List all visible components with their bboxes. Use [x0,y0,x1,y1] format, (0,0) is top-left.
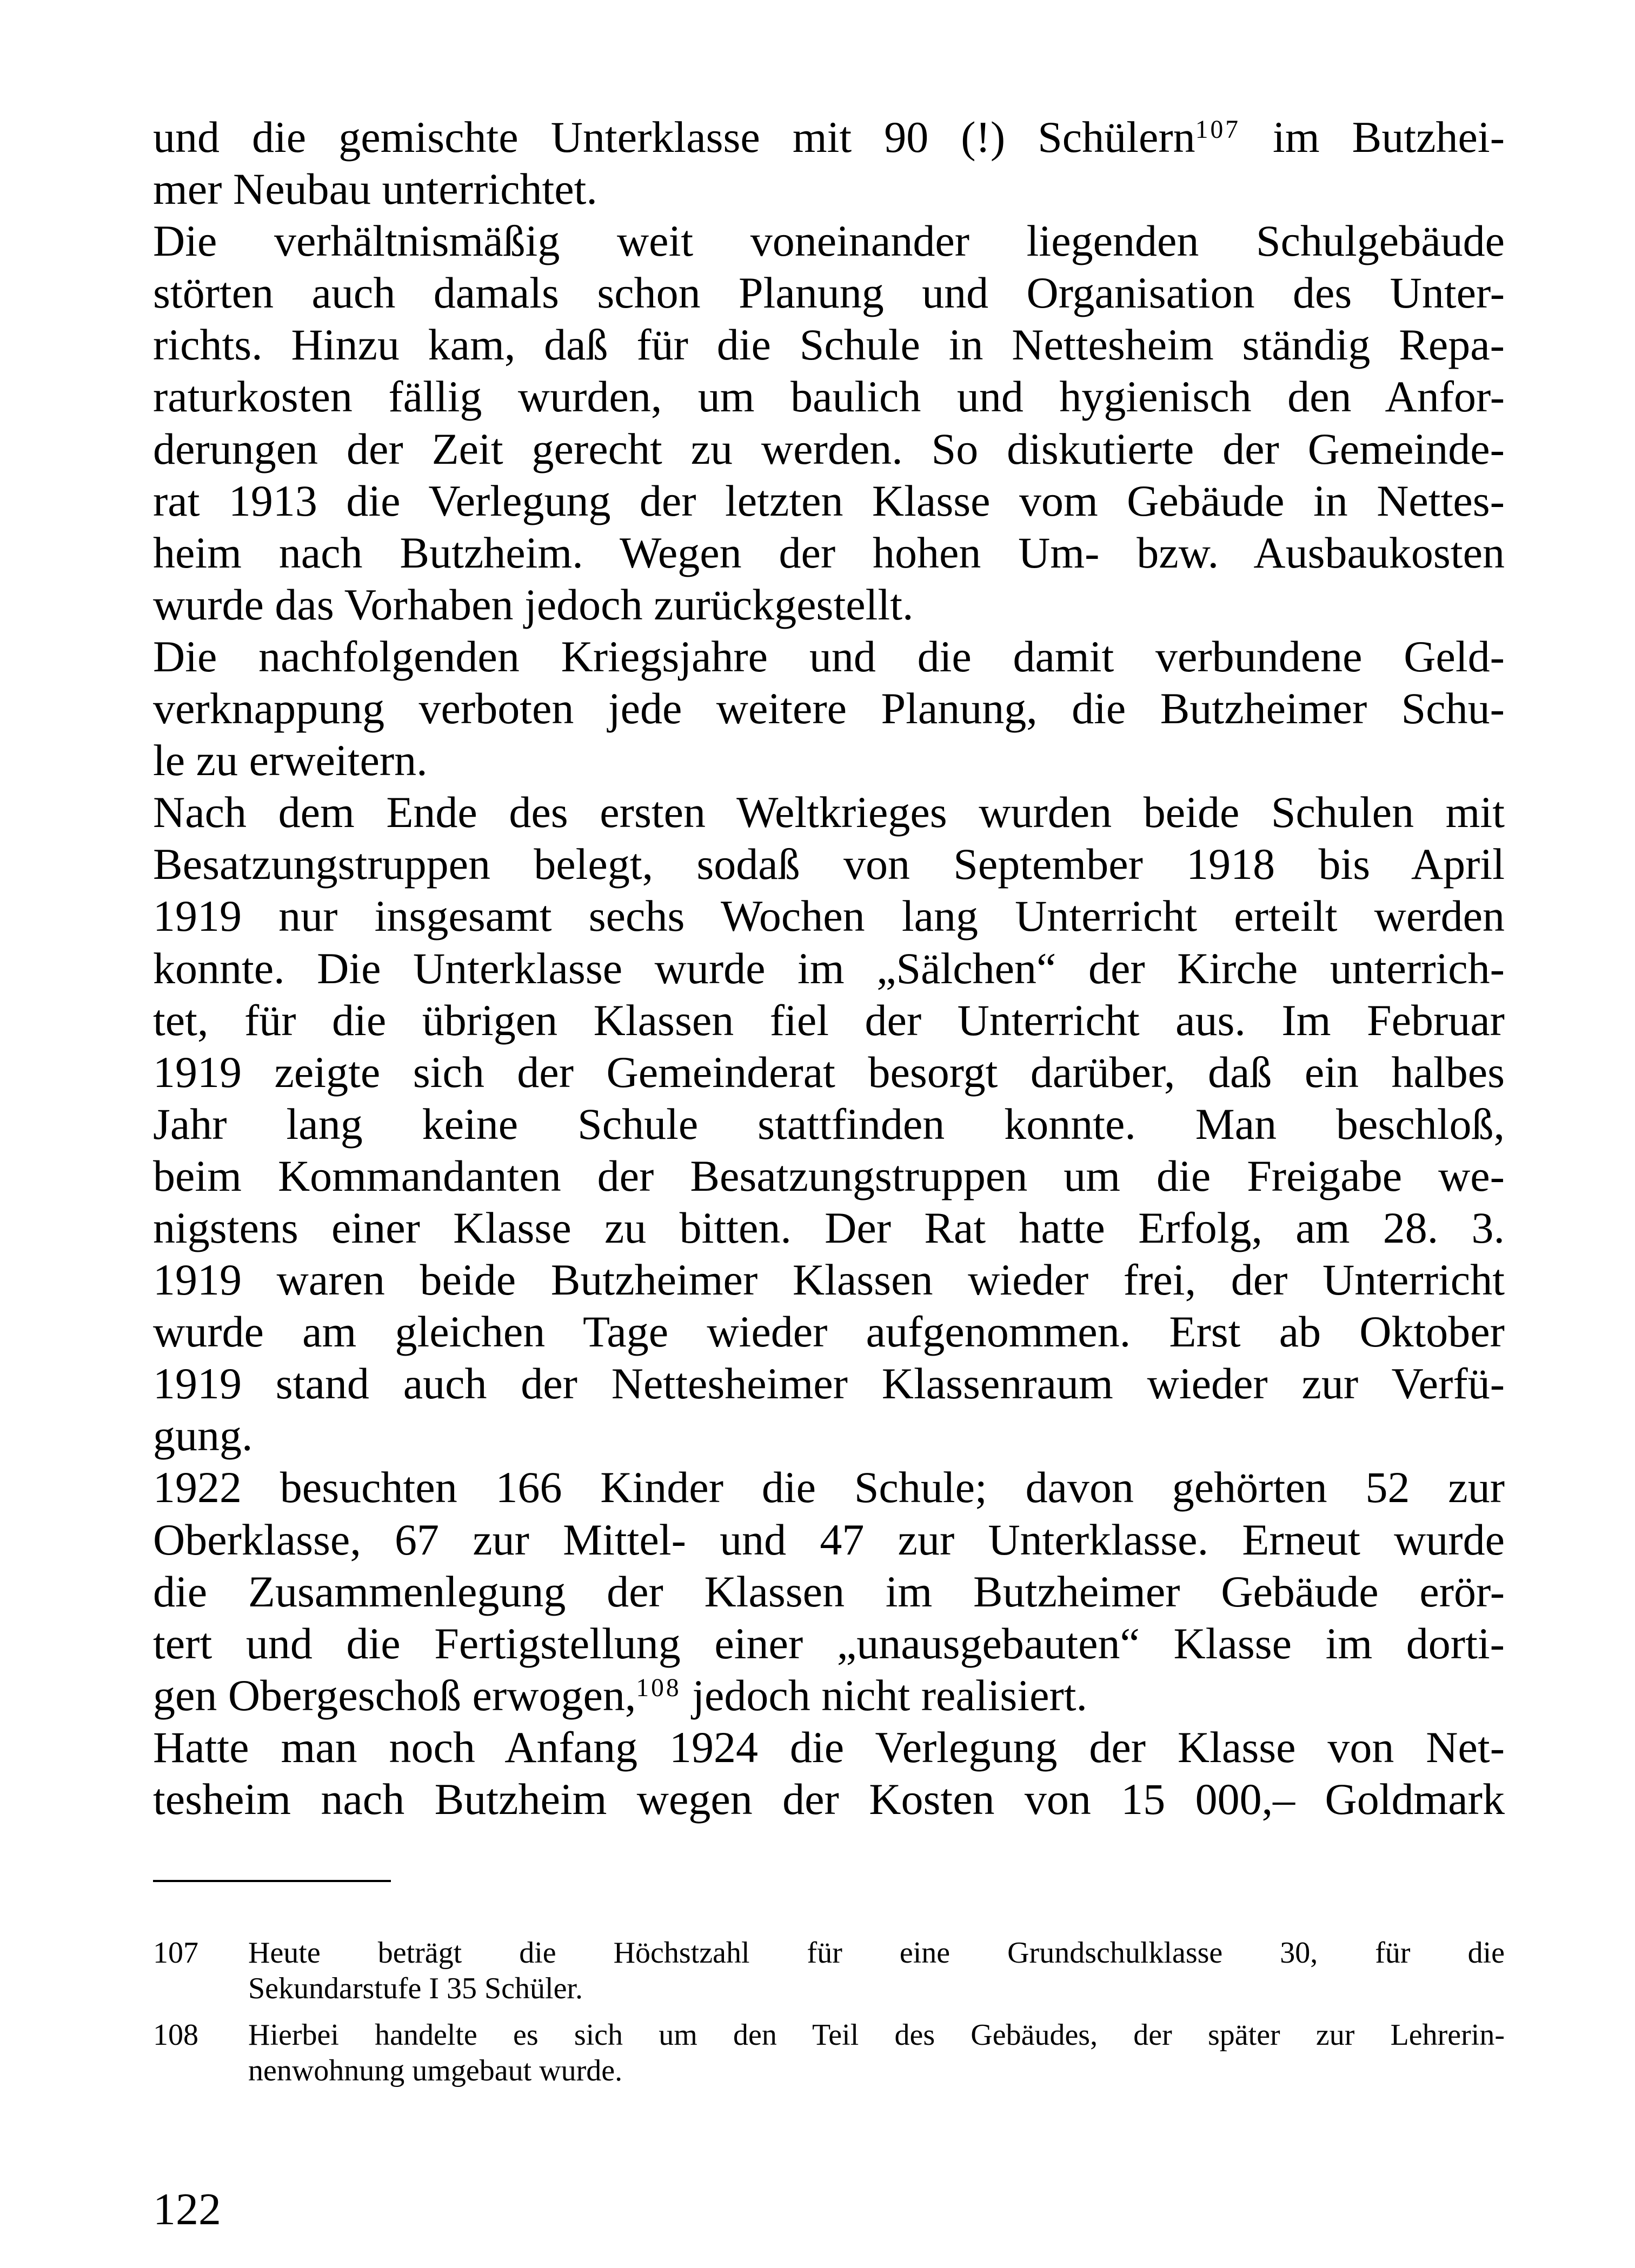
text-segment: 1919 waren beide Butzheimer Klassen wieder frei, der Unterricht [153,1255,1505,1305]
text-segment: rat 1913 die Verlegung der letzten Klasse vom Gebäude in Nettes- [153,476,1505,525]
body-text [153,111,1505,1825]
text-segment: Hatte man noch Anfang 1924 die Verlegung der Klasse von Net- [153,1722,1505,1772]
text-line [153,111,1505,163]
text-line [153,1410,1505,1462]
text-line [153,1358,1505,1410]
text-segment: tet, für die übrigen Klassen fiel der Unterricht aus. Im Februar [153,995,1505,1045]
text-segment: raturkosten fällig wurden, um baulich und hygienisch den Anfor- [153,372,1505,422]
text-line [153,1722,1505,1773]
text-segment: 1919 stand auch der Nettesheimer Klassenraum wieder zur Verfü- [153,1359,1505,1409]
text-segment: Nach dem Ende des ersten Weltkrieges wurden beide Schulen mit [153,788,1505,837]
text-line [153,1254,1505,1306]
footnote [153,2017,1505,2089]
text-line [153,943,1505,995]
text-segment: Die nachfolgenden Kriegsjahre und die damit verbundene Geld- [153,631,1505,681]
text-line [153,163,1505,215]
text-line [153,319,1505,371]
footnote-line: Hierbei handelte es sich um den Teil des Gebäudes, der später zur Lehrerin- [248,2018,1505,2052]
text-segment: wurde am gleichen Tage wieder aufgenommen. Erst ab Oktober [153,1307,1505,1357]
text-line [153,1670,1505,1722]
text-segment: mer Neubau unterrichtet. [153,164,597,214]
text-segment: jedoch nicht realisiert. [681,1670,1088,1720]
footnote-line: nenwohnung umgebaut wurde. [248,2054,623,2087]
text-segment: verknappung verboten jede weitere Planung, die Butzheimer Schu- [153,684,1505,733]
text-segment: beim Kommandanten der Besatzungstruppen um die Freigabe we- [153,1151,1505,1200]
footnote-line: Sekundarstufe I 35 Schüler. [248,1972,583,2005]
text-line [153,1306,1505,1358]
footnotes [153,1935,1505,2099]
text-segment: le zu erweitern. [153,736,428,785]
text-line [153,890,1505,942]
text-line [153,1618,1505,1670]
text-segment: im Butzhei- [1240,112,1505,162]
text-line [153,579,1505,631]
text-line [153,1566,1505,1618]
text-line [153,527,1505,579]
text-segment: 1922 besuchten 166 Kinder die Schule; davon gehörten 52 zur [153,1463,1505,1512]
text-segment: 1919 zeigte sich der Gemeinderat besorgt darüber, daß ein halbes [153,1047,1505,1097]
text-segment: heim nach Butzheim. Wegen der hohen Um- bzw. Ausbaukosten [153,528,1505,577]
text-line [153,267,1505,319]
text-segment: nigstens einer Klasse zu bitten. Der Rat hatte Erfolg, am 28. 3. [153,1203,1505,1252]
page-number: 122 [153,2184,221,2234]
footnote-number: 107 [153,1936,198,1970]
text-line [153,786,1505,838]
text-segment: Jahr lang keine Schule stattfinden konnte. Man beschloß, [153,1099,1505,1149]
text-line [153,371,1505,423]
footnote-text [248,2017,1505,2089]
text-segment: richts. Hinzu kam, daß für die Schule in Nettesheim ständig Repa- [153,320,1505,370]
text-segment: Die verhältnismäßig weit voneinander liegenden Schulgebäude [153,216,1505,266]
text-segment: gung. [153,1411,253,1460]
text-segment: Besatzungstruppen belegt, sodaß von September 1918 bis April [153,839,1505,889]
text-segment: gen Obergeschoß erwogen, [153,1670,636,1720]
text-segment: störten auch damals schon Planung und Organisation des Unter- [153,268,1505,318]
text-segment: 1919 nur insgesamt sechs Wochen lang Unterricht erteilt werden [153,891,1505,941]
text-segment: derungen der Zeit gerecht zu werden. So diskutierte der Gemeinde- [153,424,1505,473]
text-line [153,683,1505,735]
text-segment: konnte. Die Unterklasse wurde im „Sälchen“ der Kirche unterrich- [153,943,1505,993]
text-segment: Oberklasse, 67 zur Mittel- und 47 zur Unterklasse. Erneut wurde [153,1515,1505,1564]
text-segment: wurde das Vorhaben jedoch zurückgestellt. [153,579,914,629]
text-segment: und die gemischte Unterklasse mit 90 (!) Schülern [153,112,1195,162]
text-line [153,735,1505,786]
text-line [153,1462,1505,1513]
text-line [153,1046,1505,1098]
text-segment: tesheim nach Butzheim wegen der Kosten von 15 000,– Goldmark [153,1775,1505,1824]
text-line [153,1514,1505,1566]
text-line [153,1202,1505,1254]
footnote [153,1935,1505,2006]
text-line [153,1098,1505,1150]
text-line [153,423,1505,475]
text-line [153,1150,1505,1202]
text-segment: die Zusammenlegung der Klassen im Butzheimer Gebäude erör- [153,1566,1505,1616]
text-line [153,1773,1505,1825]
footnote-reference: 108 [636,1673,681,1702]
footnote-line: Heute beträgt die Höchstzahl für eine Grundschulklasse 30, für die [248,1936,1505,1970]
text-line [153,995,1505,1046]
footnote-separator [153,1880,391,1882]
text-line [153,631,1505,683]
footnote-number: 108 [153,2018,198,2052]
text-line [153,475,1505,527]
footnote-text [248,1935,1505,2006]
text-segment: tert und die Fertigstellung einer „unausgebauten“ Klasse im dorti- [153,1618,1505,1668]
footnote-reference: 107 [1195,115,1241,144]
text-line [153,215,1505,267]
text-line [153,838,1505,890]
